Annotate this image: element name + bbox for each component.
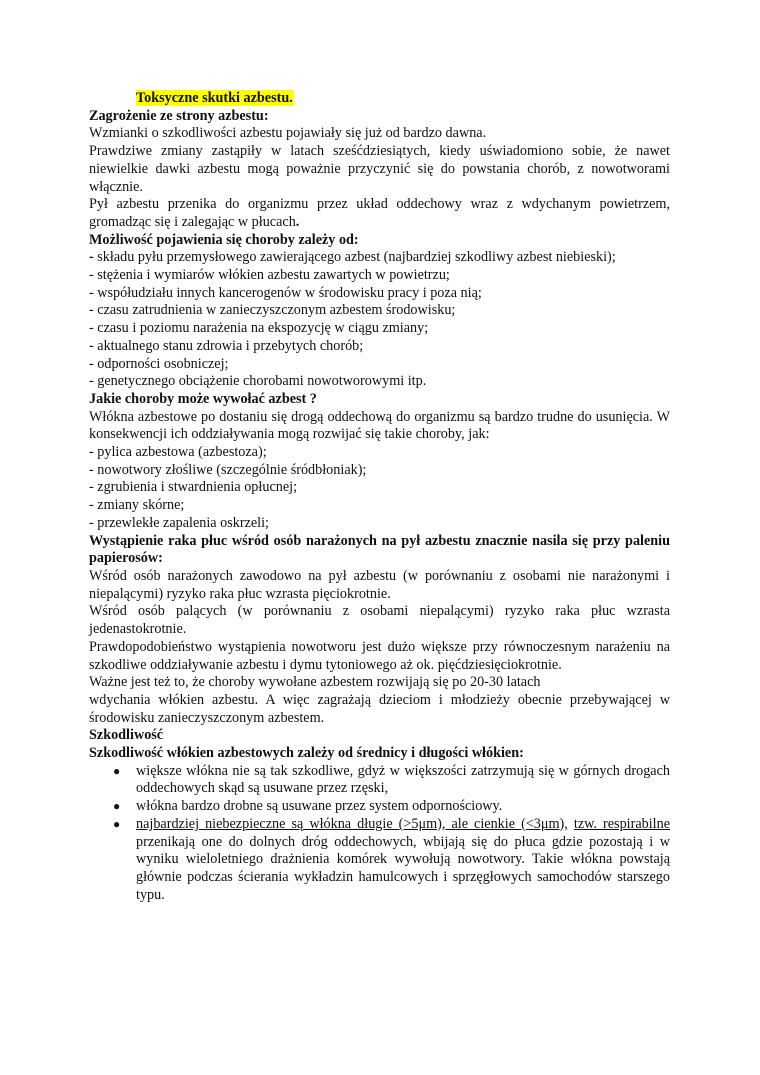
- paragraph: Wśród osób narażonych zawodowo na pył azbestu (w porównaniu z osobami nie narażonymi i niepalącymi) ryzyko raka płuc wzrasta pięciokrotnie.: [89, 567, 670, 602]
- paragraph: Włókna azbestowe po dostaniu się drogą oddechową do organizmu są bardzo trudne do usunięcia. W konsekwencji ich oddziaływania mogą rozwijać się takie choroby, jak:: [89, 408, 670, 443]
- paragraph: Prawdziwe zmiany zastąpiły w latach sześćdziesiątych, kiedy uświadomiono sobie, że nawet niewielkie dawki azbestu mogą poważnie przyczynić się do powstania chorób, z nowotworami włącznie.: [89, 143, 670, 195]
- list-item: - przewlekłe zapalenia oskrzeli;: [89, 514, 270, 531]
- list-item-text: składu pyłu przemysłowego zawierającego azbest (najbardziej szkodliwy azbest niebieski);: [97, 249, 616, 266]
- paragraph: wdychania włókien azbestu. A więc zagrażają dzieciom i młodzieży obecnie przebywającej w środowisku zanieczyszczonym azbestem.: [89, 691, 670, 726]
- paragraph-text: Pył azbestu przenika do organizmu przez układ oddechowy wraz z wdychanym powietrzem, gromadząc się i zalegając w płucach: [89, 196, 670, 230]
- document-title: Toksyczne skutki azbestu.: [136, 90, 293, 106]
- bullet-icon: ●: [113, 799, 121, 814]
- heading-diseases: Jakie choroby może wywołać azbest ?: [89, 390, 317, 407]
- bullet-item: [89, 763, 670, 798]
- bullet-text: włókna bardzo drobne są usuwane przez system odpornościowy.: [136, 798, 503, 815]
- paragraph: Wzmianki o szkodliwości azbestu pojawiały się już od bardzo dawna.: [89, 125, 487, 142]
- heading-fiber-dependency: Szkodliwość włókien azbestowych zależy od średnicy i długości włókien:: [89, 745, 524, 762]
- list-item: - pylica azbestowa (azbestoza);: [89, 444, 267, 461]
- paragraph: Wśród osób palących (w porównaniu z osobami niepalącymi) ryzyko raka płuc wzrasta jedenastokrotnie.: [89, 603, 670, 638]
- document-page: [89, 90, 670, 904]
- list-item: - genetycznego obciążenie chorobami nowotworowymi itp.: [89, 373, 427, 390]
- heading-factors: Możliwość pojawienia się choroby zależy od:: [89, 231, 359, 248]
- heading-threat: Zagrożenie ze strony azbestu:: [89, 107, 269, 124]
- heading-harmfulness: Szkodliwość: [89, 727, 164, 744]
- list-item: - czasu i poziomu narażenia na ekspozycję w ciągu zmiany;: [89, 320, 429, 337]
- list-item: - nowotwory złośliwe (szczególnie śródbłoniak);: [89, 461, 367, 478]
- bullet-icon: ●: [113, 816, 121, 831]
- list-item: - aktualnego stanu zdrowia i przebytych chorób;: [89, 337, 364, 354]
- paragraph: Ważne jest też to, że choroby wywołane azbestem rozwijają się po 20-30 latach: [89, 674, 541, 691]
- paragraph: [89, 196, 670, 231]
- bullet-text: większe włókna nie są tak szkodliwe, gdyż w większości zatrzymują się w górnych drogach oddechowych skąd są usuwane przez rzęski,: [136, 762, 670, 797]
- paragraph-end: .: [295, 213, 300, 230]
- bullet-text: przenikają one do dolnych dróg oddechowych, wbijają się do płuca gdzie pozostają i w wyniku wieloletniego drażnienia komórek wywołują nowotwory. Takie włókna powstają głównie podczas ścierania wykładzin hamulcowych i sprzęgłowych samochodów starszego typu.: [136, 833, 670, 903]
- list-item: - zgrubienia i stwardnienia opłucnej;: [89, 479, 298, 496]
- bullet-item: [89, 798, 670, 816]
- list-item: - odporności osobniczej;: [89, 355, 229, 372]
- paragraph: Prawdopodobieństwo wystąpienia nowotworu jest dużo większe przy równoczesnym narażeniu na szkodliwe oddziaływanie azbestu i dymu tytoniowego aż ok. pięćdziesięciokrotnie.: [89, 638, 670, 673]
- underlined-text: tzw. respirabilne: [573, 815, 671, 832]
- list-item: - zmiany skórne;: [89, 497, 185, 514]
- title-line: [89, 90, 670, 108]
- bullet-item: [89, 816, 670, 905]
- list-item: [89, 249, 670, 267]
- bullet-icon: ●: [113, 763, 121, 778]
- heading-smoking: Wystąpienie raka płuc wśród osób narażonych na pył azbestu znacznie nasila się przy paleniu papierosów:: [89, 532, 670, 567]
- list-dash: -: [89, 249, 98, 266]
- list-item: - czasu zatrudnienia w zanieczyszczonym azbestem środowisku;: [89, 302, 456, 319]
- bullet-list: [89, 763, 670, 905]
- list-item: - współudziału innych kancerogenów w środowisku pracy i poza nią;: [89, 284, 482, 301]
- list-item: - stężenia i wymiarów włókien azbestu zawartych w powietrzu;: [89, 267, 450, 284]
- underlined-text: najbardziej niebezpieczne są włókna długie (>5μm), ale cienkie (<3μm),: [136, 815, 568, 832]
